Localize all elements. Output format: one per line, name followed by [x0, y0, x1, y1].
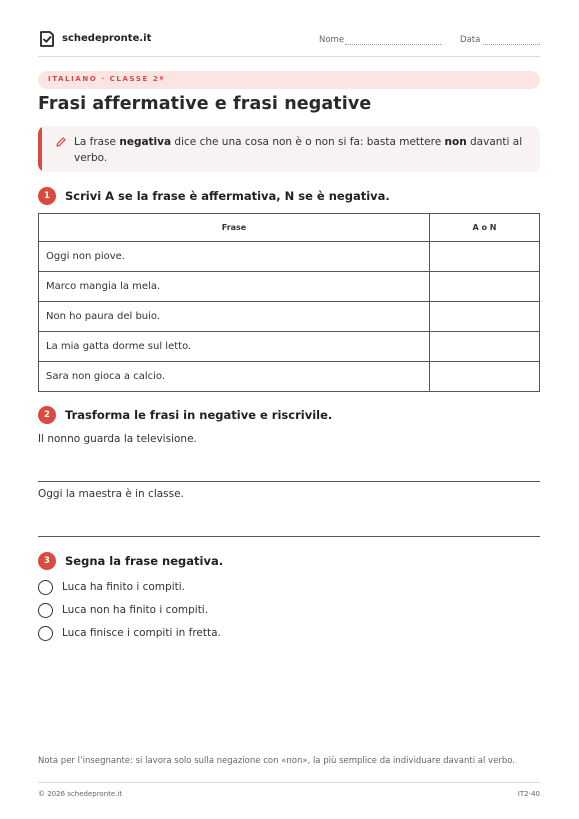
section-3-number: 3	[38, 552, 56, 570]
radio-circle-icon[interactable]	[38, 603, 53, 618]
teacher-note: Nota per l’insegnante: si lavora solo sulla negazione con «non», la più semplice da individuare davanti al verbo.	[38, 756, 515, 766]
info-accent-bar	[38, 126, 42, 172]
option-label: Luca ha finito i compiti.	[62, 581, 185, 593]
section-2-title: Trasforma le frasi in negative e riscrivile.	[65, 408, 333, 422]
col-header-frase: Frase	[39, 214, 430, 242]
answer-cell[interactable]	[430, 242, 540, 272]
page-footer	[38, 782, 540, 801]
info-box	[38, 126, 540, 172]
sentence-cell: Oggi non piove.	[39, 242, 430, 272]
site-logo-text: schedepronte.it	[62, 33, 152, 44]
answer-cell[interactable]	[430, 332, 540, 362]
nome-field[interactable]	[345, 44, 441, 45]
section-2-number: 2	[38, 406, 56, 424]
page-title: Frasi affermative e frasi negative	[38, 94, 372, 114]
answer-line[interactable]	[38, 481, 540, 482]
section-3-title: Segna la frase negativa.	[65, 554, 224, 568]
section-1-number: 1	[38, 187, 56, 205]
radio-circle-icon[interactable]	[38, 580, 53, 595]
radio-circle-icon[interactable]	[38, 626, 53, 641]
sentence-cell: La mia gatta dorme sul letto.	[39, 332, 430, 362]
sentence-cell: Non ho paura del buio.	[39, 302, 430, 332]
data-label: Data	[460, 35, 481, 45]
sentence-cell: Sara non gioca a calcio.	[39, 362, 430, 392]
page-header	[38, 28, 540, 57]
checklist-icon	[38, 30, 56, 48]
table-row	[39, 272, 540, 302]
sheet-code: IT2-40	[517, 790, 540, 798]
sentence-prompt: Il nonno guarda la televisione.	[38, 433, 197, 445]
table-row	[39, 302, 540, 332]
sentence-prompt: Oggi la maestra è in classe.	[38, 488, 184, 500]
answer-cell[interactable]	[430, 362, 540, 392]
sentence-cell: Marco mangia la mela.	[39, 272, 430, 302]
pencil-icon	[55, 136, 67, 148]
section-1-title: Scrivi A se la frase è affermativa, N se è negativa.	[65, 189, 390, 203]
table-row	[39, 362, 540, 392]
answer-cell[interactable]	[430, 302, 540, 332]
badge-label: ITALIANO · CLASSE 2ª	[48, 75, 165, 83]
copyright-text: © 2026 schedepronte.it	[38, 790, 123, 798]
table-row	[39, 242, 540, 272]
table-row	[39, 332, 540, 362]
nome-label: Nome	[319, 35, 345, 45]
answer-line[interactable]	[38, 536, 540, 537]
option-label: Luca non ha finito i compiti.	[62, 604, 209, 616]
data-field[interactable]	[483, 44, 540, 45]
subject-badge	[38, 71, 540, 89]
classification-table	[38, 213, 540, 392]
info-text: La frase negativa dice che una cosa non è o non si fa: basta mettere non davanti al verbo.	[74, 136, 523, 164]
col-header-aon: A o N	[430, 214, 540, 242]
answer-cell[interactable]	[430, 272, 540, 302]
option-label: Luca finisce i compiti in fretta.	[62, 627, 221, 639]
